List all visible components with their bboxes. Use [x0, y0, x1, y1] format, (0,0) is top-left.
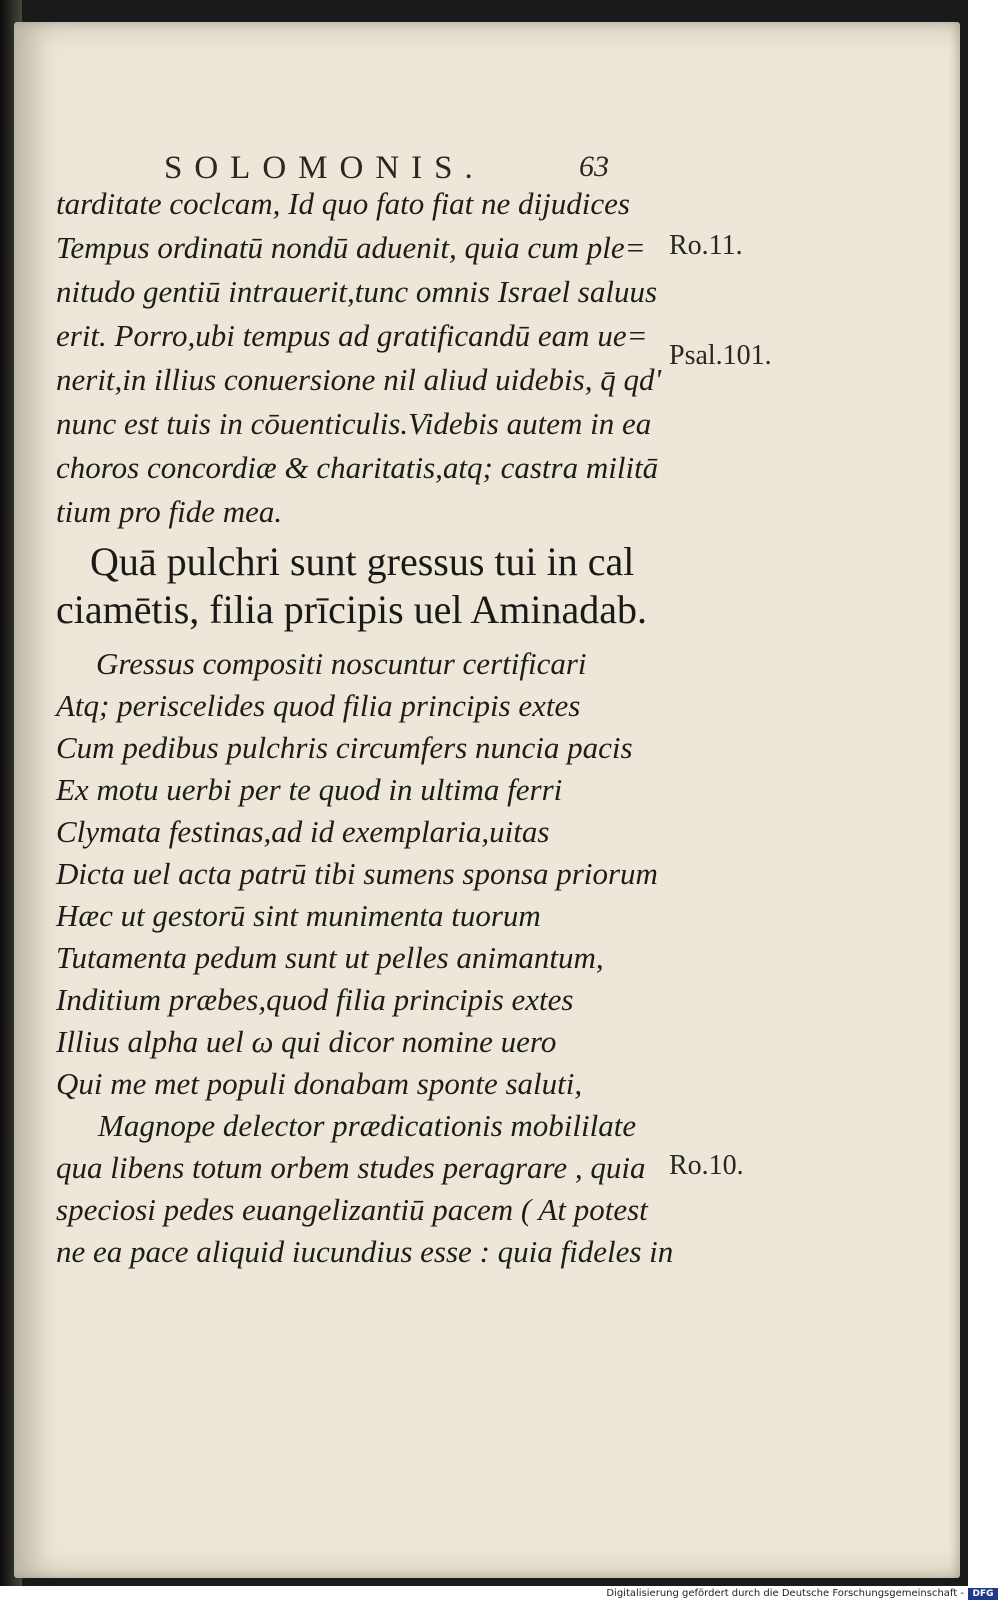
- dfg-logo: DFG: [968, 1588, 998, 1600]
- text-line: Tempus ordinatū nondū aduenit, quia cum ple=: [56, 230, 646, 265]
- text-line: tium pro fide mea.: [56, 494, 283, 529]
- text-line: erit. Porro,ubi tempus ad gratificandū eam ue=: [56, 318, 648, 353]
- text-line: Magnope delector prædicationis mobililate: [98, 1108, 637, 1143]
- verse-line: Hæc ut gestorū sint munimenta tuorum: [56, 898, 541, 933]
- heading-line: Quā pulchri sunt gressus tui in cal: [90, 539, 635, 584]
- page-number: 63: [579, 150, 609, 183]
- margin-note: Ro.10.: [669, 1150, 744, 1181]
- text-line: nunc est tuis in cōuenticulis.Videbis autem in ea: [56, 406, 652, 441]
- text-line: nitudo gentiū intrauerit,tunc omnis Israel saluus: [56, 274, 658, 309]
- verse-line: Qui me met populi donabam sponte saluti,: [56, 1066, 583, 1101]
- text-line: qua libens totum orbem studes peragrare , quia: [56, 1150, 646, 1185]
- verse-line: Cum pedibus pulchris circumfers nuncia pacis: [56, 730, 633, 765]
- book-page: [14, 22, 960, 1578]
- text-line: nerit,in illius conuersione nil aliud uidebis, q̄ qd': [56, 362, 662, 397]
- text-line: speciosi pedes euangelizantiū pacem ( At potest: [56, 1192, 648, 1227]
- text-line: choros concordiæ & charitatis,atq; castra militā: [56, 450, 659, 485]
- verse-line: Gressus compositi noscuntur certificari: [96, 646, 587, 681]
- verse-line: Tutamenta pedum sunt ut pelles animantum,: [56, 940, 604, 975]
- text-line: tarditate coclcam, Id quo fato fiat ne dijudices: [56, 186, 630, 221]
- verse-line: Clymata festinas,ad id exemplaria,uitas: [56, 814, 550, 849]
- text-line: ne ea pace aliquid iucundius esse : quia fideles in: [56, 1234, 674, 1269]
- verse-line: Atq; periscelides quod filia principis extes: [56, 688, 581, 723]
- verse-line: Dicta uel acta patrū tibi sumens sponsa priorum: [56, 856, 658, 891]
- verse-line: Ex motu uerbi per te quod in ultima ferri: [56, 772, 563, 807]
- running-head: SOLOMONIS.: [164, 150, 485, 186]
- digitization-credit: Digitalisierung gefördert durch die Deutsche Forschungsgemeinschaft -: [606, 1588, 964, 1599]
- margin-note: Psal.101.: [669, 340, 772, 371]
- heading-line: ciamētis, filia prīcipis uel Aminadab.: [56, 587, 647, 632]
- margin-note: Ro.11.: [669, 230, 743, 261]
- verse-line: Illius alpha uel ω qui dicor nomine uero: [56, 1024, 557, 1059]
- verse-line: Inditium præbes,quod filia principis extes: [56, 982, 574, 1017]
